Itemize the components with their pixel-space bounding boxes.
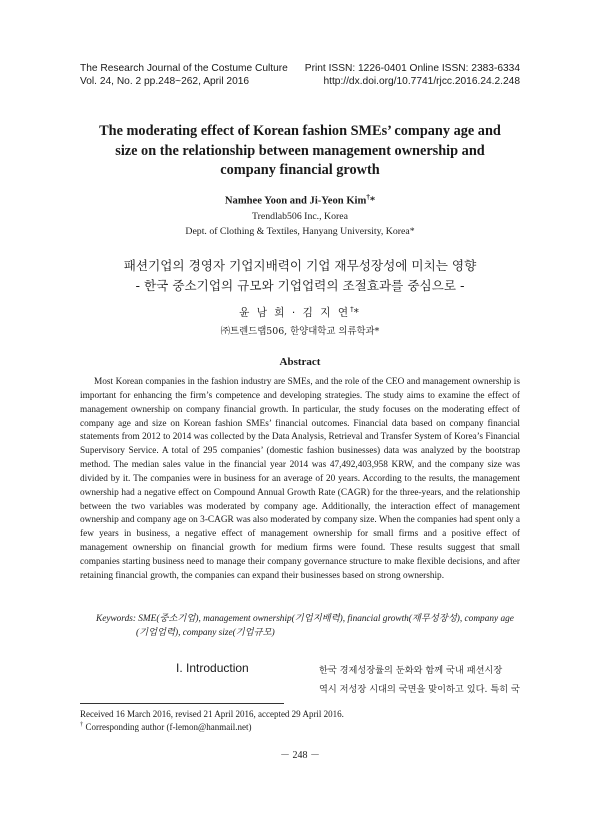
korean-affiliation: ㈜트렌드랩506, 한양대학교 의류학과*	[220, 326, 380, 337]
paper-title	[80, 122, 520, 181]
footnote-divider	[80, 703, 284, 704]
corresponding-author-text: Corresponding author (f-lemon@hanmail.net)	[83, 722, 252, 732]
korean-subtitle: - 한국 중소기업의 규모와 기업업력의 조절효과를 중심으로 -	[135, 278, 465, 293]
volume-info: Vol. 24, No. 2 pp.248~262, April 2016	[80, 75, 250, 87]
keywords-label: Keywords:	[96, 614, 136, 624]
section-heading: I. Introduction	[176, 661, 249, 675]
title-line: company financial growth	[220, 162, 380, 178]
korean-affiliation-mark: *	[353, 307, 361, 319]
korean-author-names-text: 윤 남 희 · 김 지 연	[239, 307, 351, 319]
affiliation: Trendlab506 Inc., Korea	[252, 211, 348, 222]
title-line: size on the relationship between management ownership and	[115, 142, 485, 159]
korean-title: 패션기업의 경영자 기업지배력이 기업 재무성장성에 미치는 영향	[123, 258, 477, 273]
running-header-right	[305, 63, 520, 88]
introduction-text	[319, 661, 523, 699]
affiliation-mark: *	[369, 195, 376, 207]
journal-name: The Research Journal of the Costume Culture	[80, 63, 288, 74]
korean-author-names	[80, 305, 520, 320]
korean-corresponding-mark: †	[350, 305, 354, 314]
footnote-mark: †	[80, 721, 84, 728]
introduction-line: 역시 저성장 시대의 국면을 맞이하고 있다. 특히 국	[319, 684, 520, 695]
running-header-left	[80, 63, 288, 88]
keywords-text: SME(중소기업), management ownership(기업지배력), financial growth(재무성장성), company age	[138, 614, 514, 624]
abstract-heading: Abstract	[279, 356, 321, 368]
corresponding-author-note	[80, 721, 252, 732]
affiliation: Dept. of Clothing & Textiles, Hanyang University, Korea*	[185, 226, 415, 237]
received-dates: Received 16 March 2016, revised 21 April 2016, accepted 29 April 2016.	[80, 709, 344, 719]
title-line: The moderating effect of Korean fashion SMEs’ company age and	[99, 123, 501, 139]
page-number: － 248 －	[280, 750, 320, 761]
keywords	[80, 612, 520, 640]
doi-link[interactable]: http://dx.doi.org/10.7741/rjcc.2016.24.2.248	[323, 75, 520, 87]
author-names	[80, 193, 520, 207]
corresponding-mark: †	[366, 193, 370, 201]
keywords-text: (기업업력), company size(기업규모)	[136, 628, 275, 638]
issn-info: Print ISSN: 1226-0401 Online ISSN: 2383-6334	[304, 63, 520, 74]
author-names-text: Namhee Yoon and Ji-Yeon Kim	[224, 195, 367, 207]
introduction-line: 한국 경제성장률의 둔화와 함께 국내 패션시장	[319, 665, 503, 676]
abstract-body: Most Korean companies in the fashion industry are SMEs, and the role of the CEO and management ownership is important for enhancing the firm’s competence and developing strategies. The study aims to examine the effect of management ownership on company financial growth. In particular, the study focuses on the moderating effect of company age and size on Korean fashion SMEs’ financial outcomes. Financial data based on company financial statements from 2012 to 2014 was collected by the Data Analysis, Retrieval and Transfer System of Korea’s Financial Supervisory Service. A total of 295 companies’ (domestic fashion businesses) data was analyzed by the bootstrap method. The median sales value in the financial year 2014 was 47,492,403,958 KRW, and the company size was divided by it. The companies were in business for an average of 20 years. According to the results, the management ownership had a negative effect on Compound Annual Growth Rate (CAGR) for the three-years, and the relationship between the two variables was moderated by company age. Additionally, the interaction effect of management ownership and company age on 3-CAGR was also moderated by company size. When the companies had spent only a few years in business, a negative effect of management ownership for small firms and a positive effect of management ownership on financial growth for medium firms were found. These results suggest that small companies starting business need to manage their company governance structure to make flexible decisions, and after retaining financial growth, the companies can expand their businesses based on strong ownership.	[80, 377, 520, 581]
